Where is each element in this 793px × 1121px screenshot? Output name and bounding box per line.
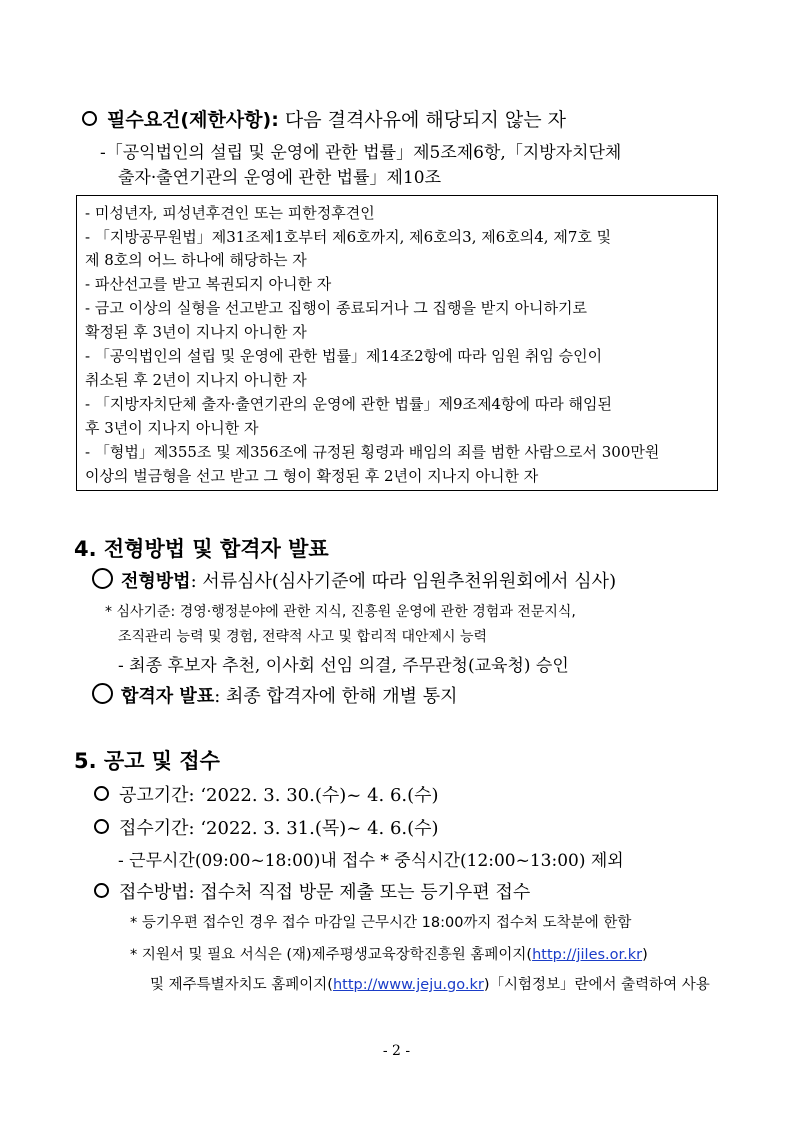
receipt-method-line xyxy=(94,878,530,904)
selection-method-line xyxy=(92,567,616,593)
criteria-note-2: 조직관리 능력 및 경험, 전략적 사고 및 합리적 대안제시 능력 xyxy=(118,629,488,645)
forms-note-1 xyxy=(130,943,648,964)
box-line: 취소된 후 2년이 지나지 아니한 자 xyxy=(85,371,307,389)
notice-period: 공고기간: ‘2022. 3. 30.(수)~ 4. 6.(수) xyxy=(119,785,439,806)
receipt-method: 접수방법: 접수처 직접 방문 제출 또는 등기우편 접수 xyxy=(119,882,531,903)
selection-method-text: : 서류심사(심사기준에 따라 임원추천위원회에서 심사) xyxy=(190,571,617,592)
section-5-heading: 5. 공고 및 접수 xyxy=(74,749,220,773)
announcement-text: : 최종 합격자에 한해 개별 통지 xyxy=(214,686,458,707)
announcement-line xyxy=(92,682,458,708)
forms-note-close: ) xyxy=(642,947,648,963)
receipt-period-line xyxy=(94,814,439,840)
forms-note-text: * 지원서 및 필요 서식은 (재)제주평생교육장학진흥원 홈페이지( xyxy=(130,947,533,963)
announcement-label: 합격자 발표 xyxy=(121,686,215,707)
business-hours: - 근무시간(09:00~18:00)내 접수 * 중식시간(12:00~13:00) 제외 xyxy=(118,851,624,871)
mail-note: * 등기우편 접수인 경우 접수 마감일 근무시간 18:00까지 접수처 도착분에 한함 xyxy=(130,915,632,931)
forms-note2-tail: )「시험정보」란에서 출력하여 사용 xyxy=(483,977,710,993)
box-line: - 금고 이상의 실형을 선고받고 집행이 종료되거나 그 집행을 받지 아니하기로 xyxy=(85,299,587,317)
circle-bullet-icon xyxy=(82,111,97,126)
law-reference-1: -「공익법인의 설립 및 운영에 관한 법률」제5조제6항,「지방자치단체 xyxy=(100,143,622,163)
circle-bullet-icon xyxy=(94,786,109,801)
circle-bullet-icon xyxy=(92,568,113,589)
selection-method-label: 전형방법 xyxy=(121,571,191,592)
box-line: - 「지방자치단체 출자·출연기관의 운영에 관한 법률」제9조제4항에 따라 해임된 xyxy=(85,395,613,413)
box-line: 이상의 벌금형을 선고 받고 그 형이 확정된 후 2년이 지나지 아니한 자 xyxy=(85,467,539,485)
box-line: - 「지방공무원법」제31조제1호부터 제6호까지, 제6호의3, 제6호의4, 제7호 및 xyxy=(85,228,612,246)
forms-note-2 xyxy=(150,973,710,994)
circle-bullet-icon xyxy=(94,883,109,898)
disqualification-box xyxy=(76,195,718,491)
box-line: 확정된 후 3년이 지나지 아니한 자 xyxy=(85,323,307,341)
box-line: - 「공익법인의 설립 및 운영에 관한 법률」제14조2항에 따라 임원 취임 승인이 xyxy=(85,347,603,365)
requirements-text: 다음 결격사유에 해당되지 않는 자 xyxy=(278,109,566,131)
jiles-link[interactable]: http://jiles.or.kr xyxy=(532,947,643,963)
jeju-link[interactable]: http://www.jeju.go.kr xyxy=(332,977,484,993)
box-line: 후 3년이 지나지 아니한 자 xyxy=(85,419,259,437)
section-4-heading: 4. 전형방법 및 합격자 발표 xyxy=(74,537,329,561)
law-reference-2: 출자·출연기관의 운영에 관한 법률」제10조 xyxy=(118,168,441,188)
circle-bullet-icon xyxy=(92,683,113,704)
circle-bullet-icon xyxy=(94,819,109,834)
final-step-line: - 최종 후보자 추천, 이사회 선임 의결, 주무관청(교육청) 승인 xyxy=(118,656,569,676)
box-line: - 파산선고를 받고 복권되지 아니한 자 xyxy=(85,275,332,293)
notice-period-line xyxy=(94,781,439,807)
box-line: - 미성년자, 피성년후견인 또는 피한정후견인 xyxy=(85,204,375,222)
box-line: - 「형법」제355조 및 제356조에 규정된 횡령과 배임의 죄를 범한 사람으로서 300만원 xyxy=(85,443,660,461)
forms-note2-text: 및 제주특별자치도 홈페이지( xyxy=(150,977,333,993)
box-line: 제 8호의 어느 하나에 해당하는 자 xyxy=(85,251,307,269)
requirements-line xyxy=(82,105,566,132)
receipt-period: 접수기간: ‘2022. 3. 31.(목)~ 4. 6.(수) xyxy=(119,818,439,839)
requirements-title: 필수요건(제한사항): xyxy=(107,109,279,131)
criteria-note-1: * 심사기준: 경영·행정분야에 관한 지식, 진흥원 운영에 관한 경험과 전문지식, xyxy=(105,604,576,620)
page-number: - 2 - xyxy=(382,1043,411,1059)
